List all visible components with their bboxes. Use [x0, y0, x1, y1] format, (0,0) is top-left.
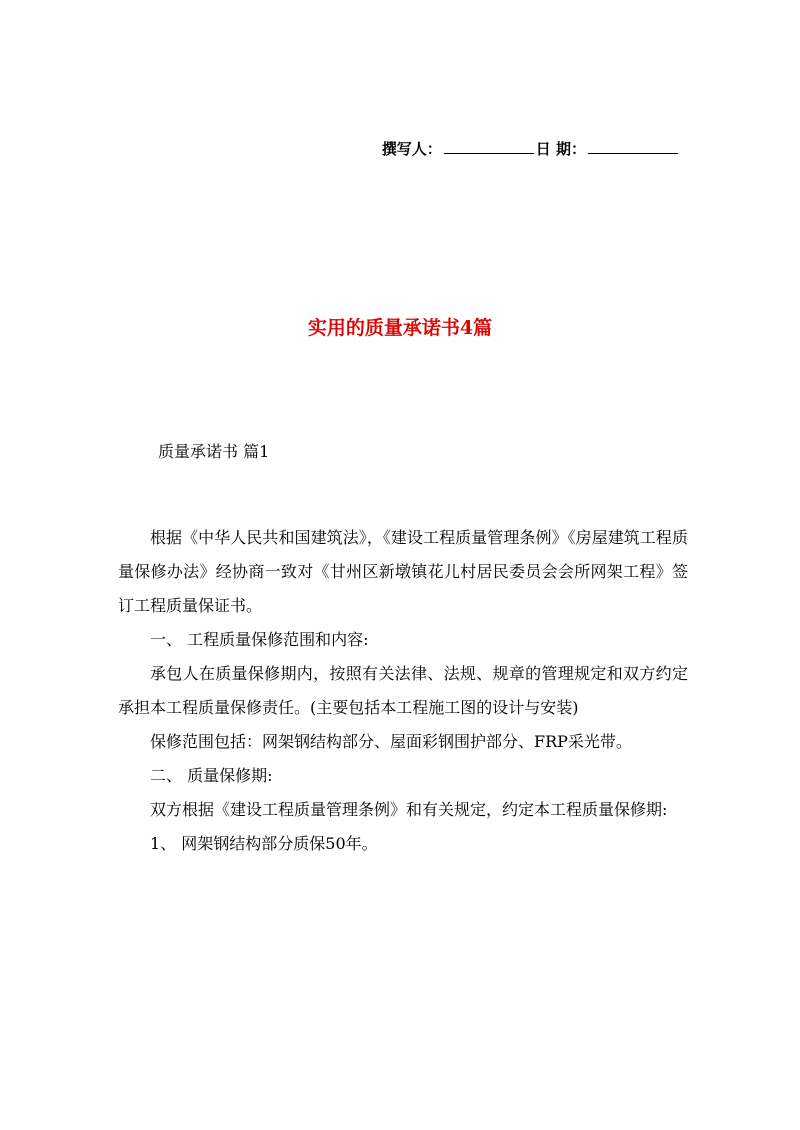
paragraph: 一、 工程质量保修范围和内容:: [150, 630, 369, 649]
date-blank: [588, 139, 678, 154]
paragraph: 根据《中华人民共和国建筑法》，《建设工程质量管理条例》《房屋建筑工程质量保修办法》经协商一致对《甘州区新墩镇花儿村居民委员会会所网架工程》签订工程质量保证书。: [118, 528, 688, 615]
paragraph: 双方根据《建设工程质量管理条例》和有关规定，约定本工程质量保修期:: [150, 800, 668, 819]
paragraph: 1、 网架钢结构部分质保50年。: [150, 834, 378, 853]
author-date-line: [0, 138, 680, 160]
author-blank: [444, 139, 534, 154]
document-title: 实用的质量承诺书4篇: [307, 317, 493, 339]
document-body: [118, 521, 688, 861]
paragraph: 保修范围包括：网架钢结构部分、屋面彩钢围护部分、FRP采光带。: [150, 732, 632, 751]
paragraph: 承包人在质量保修期内，按照有关法律、法规、规章的管理规定和双方约定承担本工程质量保修责任。(主要包括本工程施工图的设计与安装): [118, 664, 688, 717]
paragraph: 二、 质量保修期:: [150, 766, 273, 785]
section-heading: 质量承诺书 篇1: [158, 442, 270, 461]
author-label: 撰写人：: [381, 140, 442, 158]
date-label: 日 期：: [535, 140, 586, 158]
